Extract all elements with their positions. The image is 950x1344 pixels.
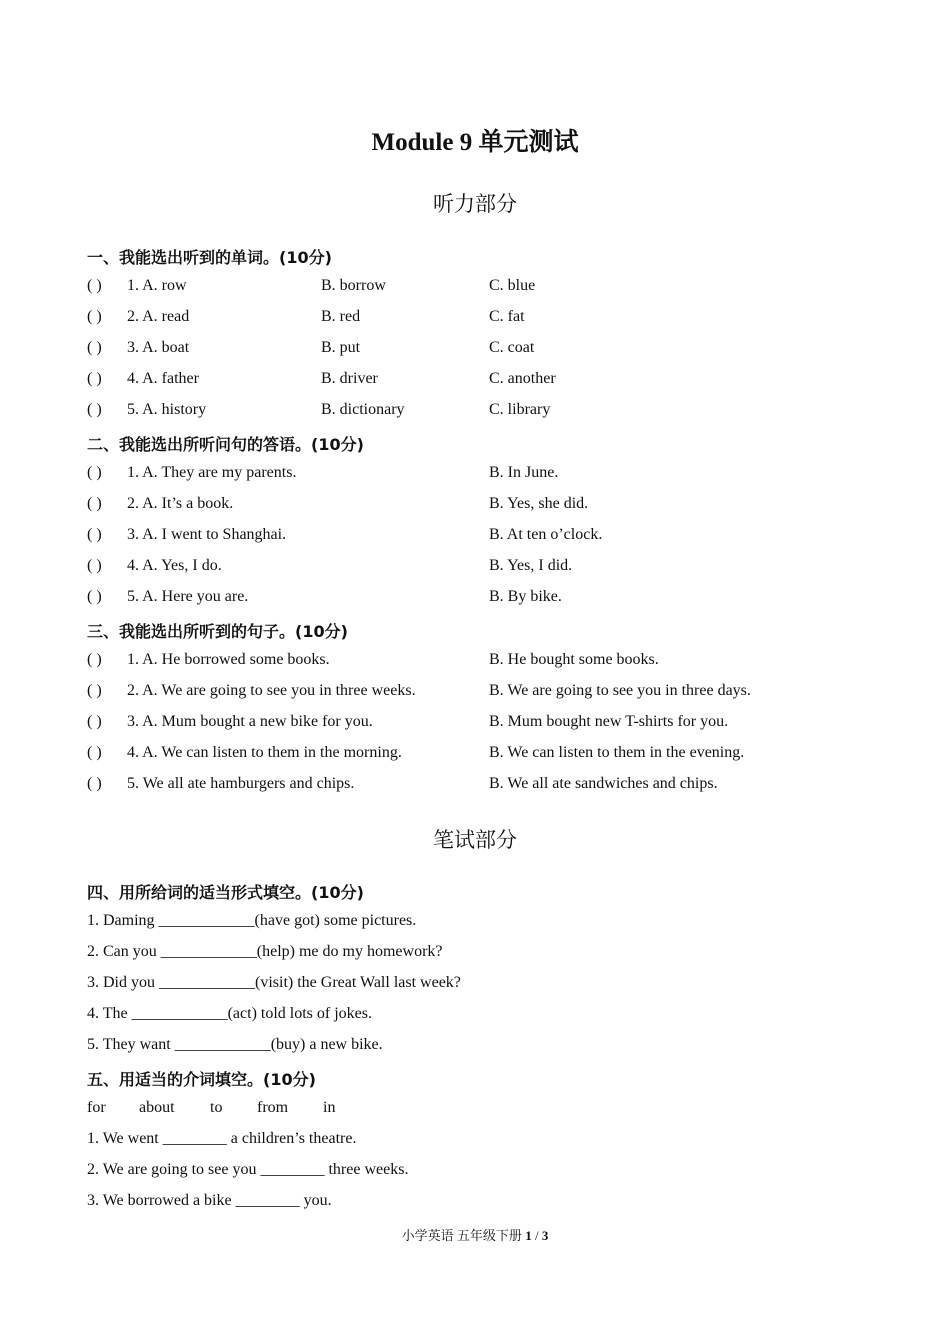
option-b: B. red xyxy=(321,308,361,325)
part2-heading: 二、我能选出所听问句的答语。(10分) xyxy=(87,435,364,454)
option-a: 3. A. I went to Shanghai. xyxy=(127,526,287,543)
word-bank xyxy=(87,1099,387,1121)
option-a: 2. A. We are going to see you in three weeks. xyxy=(127,682,416,699)
fill-in-item[interactable]: 3. We borrowed a bike ________ you. xyxy=(87,1192,332,1209)
fill-in-item[interactable]: 1. We went ________ a children’s theatre. xyxy=(87,1130,357,1147)
option-b: B. Yes, she did. xyxy=(489,495,589,512)
answer-paren[interactable]: ( ) xyxy=(87,744,102,761)
answer-paren[interactable]: ( ) xyxy=(87,308,102,325)
footer-subject: 小学英语 五年级下册 xyxy=(401,1228,526,1243)
part1-heading: 一、我能选出听到的单词。(10分) xyxy=(87,248,332,267)
answer-paren[interactable]: ( ) xyxy=(87,682,102,699)
option-a: 5. A. history xyxy=(127,401,207,418)
writing-section-title: 笔试部分 xyxy=(433,828,517,852)
word-bank-item: for xyxy=(87,1099,106,1116)
option-b: B. We are going to see you in three days. xyxy=(489,682,751,699)
answer-paren[interactable]: ( ) xyxy=(87,401,102,418)
fill-in-item[interactable]: 2. Can you ____________(help) me do my homework? xyxy=(87,943,443,960)
answer-paren[interactable]: ( ) xyxy=(87,370,102,387)
answer-paren[interactable]: ( ) xyxy=(87,495,102,512)
option-b: B. We all ate sandwiches and chips. xyxy=(489,775,718,792)
option-a: 4. A. We can listen to them in the morning. xyxy=(127,744,402,761)
option-a: 4. A. father xyxy=(127,370,199,387)
answer-paren[interactable]: ( ) xyxy=(87,339,102,356)
option-a: 4. A. Yes, I do. xyxy=(127,557,222,574)
option-b: B. driver xyxy=(321,370,378,387)
option-a: 1. A. row xyxy=(127,277,187,294)
option-a: 1. A. They are my parents. xyxy=(127,464,297,481)
fill-in-item[interactable]: 5. They want ____________(buy) a new bike. xyxy=(87,1036,383,1053)
fill-in-item[interactable]: 3. Did you ____________(visit) the Great Wall last week? xyxy=(87,974,461,991)
answer-paren[interactable]: ( ) xyxy=(87,775,102,792)
option-a: 2. A. read xyxy=(127,308,190,325)
option-c: C. blue xyxy=(489,277,536,294)
word-bank-item: to xyxy=(210,1099,223,1116)
option-b: B. Yes, I did. xyxy=(489,557,573,574)
option-b: B. borrow xyxy=(321,277,386,294)
option-b: B. dictionary xyxy=(321,401,405,418)
option-b: B. By bike. xyxy=(489,588,562,605)
option-c: C. another xyxy=(489,370,556,387)
footer-page-number: 1 xyxy=(525,1228,532,1243)
fill-in-item[interactable]: 4. The ____________(act) told lots of jokes. xyxy=(87,1005,372,1022)
option-b: B. We can listen to them in the evening. xyxy=(489,744,745,761)
option-c: C. fat xyxy=(489,308,525,325)
option-a: 2. A. It’s a book. xyxy=(127,495,234,512)
option-b: B. In June. xyxy=(489,464,559,481)
word-bank-item: about xyxy=(139,1099,175,1116)
answer-paren[interactable]: ( ) xyxy=(87,713,102,730)
part5-heading: 五、用适当的介词填空。(10分) xyxy=(87,1070,316,1089)
option-a: 5. We all ate hamburgers and chips. xyxy=(127,775,355,792)
option-a: 3. A. boat xyxy=(127,339,190,356)
option-b: B. put xyxy=(321,339,361,356)
fill-in-item[interactable]: 2. We are going to see you ________ three weeks. xyxy=(87,1161,409,1178)
footer-total-pages: 3 xyxy=(541,1228,549,1243)
word-bank-item: in xyxy=(323,1099,336,1116)
page-footer xyxy=(0,1225,950,1244)
answer-paren[interactable]: ( ) xyxy=(87,464,102,481)
option-c: C. library xyxy=(489,401,551,418)
part3-heading: 三、我能选出所听到的句子。(10分) xyxy=(87,622,348,641)
answer-paren[interactable]: ( ) xyxy=(87,526,102,543)
option-a: 1. A. He borrowed some books. xyxy=(127,651,330,668)
part4-heading: 四、用所给词的适当形式填空。(10分) xyxy=(87,883,364,902)
option-c: C. coat xyxy=(489,339,535,356)
fill-in-item[interactable]: 1. Daming ____________(have got) some pictures. xyxy=(87,912,417,929)
word-bank-item: from xyxy=(257,1099,289,1116)
answer-paren[interactable]: ( ) xyxy=(87,557,102,574)
answer-paren[interactable]: ( ) xyxy=(87,651,102,668)
option-a: 3. A. Mum bought a new bike for you. xyxy=(127,713,373,730)
answer-paren[interactable]: ( ) xyxy=(87,277,102,294)
option-b: B. He bought some books. xyxy=(489,651,659,668)
answer-paren[interactable]: ( ) xyxy=(87,588,102,605)
option-a: 5. A. Here you are. xyxy=(127,588,249,605)
footer-separator: / xyxy=(531,1228,542,1243)
listening-section-title: 听力部分 xyxy=(433,192,517,216)
page-title: Module 9 单元测试 xyxy=(371,129,579,156)
option-b: B. At ten o’clock. xyxy=(489,526,603,543)
option-b: B. Mum bought new T-shirts for you. xyxy=(489,713,729,730)
